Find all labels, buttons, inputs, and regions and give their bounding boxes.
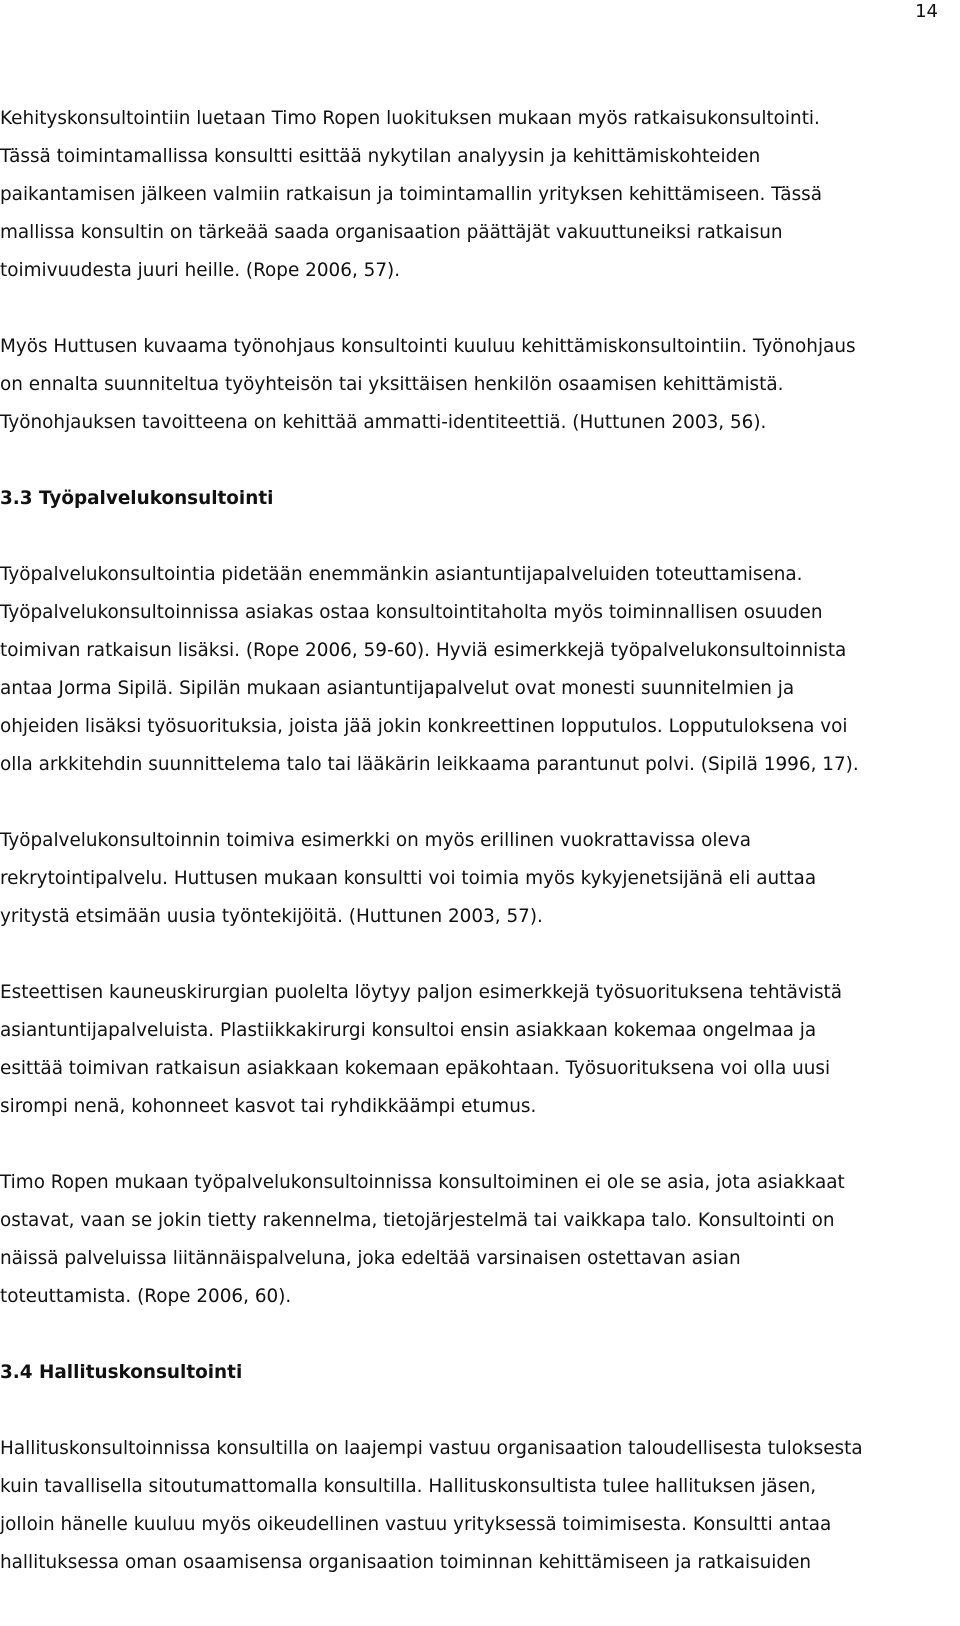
paragraph-gap [0,1316,945,1354]
paragraph-hallituskonsultointi: Hallituskonsultoinnissa konsultilla on laajempi vastuu organisaation taloudellisesta tuloksesta kuin tavallisella sitoutumattomalla konsultilla. Hallituskonsultista tulee hallituksen jäsen, jolloin hänelle kuuluu myös oikeudellinen vastuu yrityksessä toimimisesta. Konsultti antaa hallituksessa oman osaamisensa organisaation toiminnan kehittämiseen ja ratkaisuiden [0,1438,863,1573]
section-heading-3-4: 3.4 Hallituskonsultointi [0,1362,243,1383]
paragraph-gap [0,518,945,556]
paragraph-tyopalvelukonsultointi: Työpalvelukonsultointia pidetään enemmänkin asiantuntijapalveluiden toteuttamisena. Työpalvelukonsultoinnissa asiakas ostaa konsultointitaholta myös toiminnallisen osuuden toimivan ratkaisun lisäksi. (Rope 2006, 59-60). Hyviä esimerkkejä työpalvelukonsultoinnista antaa Jorma Sipilä. Sipilän mukaan asiantuntijapalvelut ovat monesti suunnitelmien ja ohjeiden lisäksi työsuorituksia, joista jää jokin konkreettinen lopputulos. Lopputuloksena voi olla arkkitehdin suunnittelema talo tai lääkärin leikkaama parantunut polvi. (Sipilä 1996, 17). [0,564,859,775]
paragraph-ratkaisukonsultointi: Kehityskonsultointiin luetaan Timo Ropen luokituksen mukaan myös ratkaisukonsultointi. Tässä toimintamallissa konsultti esittää nykytilan analyysin ja kehittämiskohteiden paikantamisen jälkeen valmiin ratkaisun ja toimintamallin yrityksen kehittämiseen. Tässä mallissa konsultin on tärkeää saada organisaation päättäjät vakuuttuneiksi ratkaisun toimivuudesta juuri heille. (Rope 2006, 57). [0,108,823,281]
paragraph-rekrytointipalvelu: Työpalvelukonsultoinnin toimiva esimerkki on myös erillinen vuokrattavissa oleva rekrytointipalvelu. Huttusen mukaan konsultti voi toimia myös kykyjenetsijänä eli auttaa yritystä etsimään uusia työntekijöitä. (Huttunen 2003, 57). [0,830,817,927]
paragraph-tyonohjaus: Myös Huttusen kuvaama työnohjaus konsultointi kuuluu kehittämiskonsultointiin. Työnohjaus on ennalta suunniteltua työyhteisön tai yksittäisen henkilön osaamisen kehittämistä. Työnohjauksen tavoitteena on kehittää ammatti-identiteettiä. (Huttunen 2003, 56). [0,336,856,433]
paragraph-kauneuskirurgia: Esteettisen kauneuskirurgian puolelta löytyy paljon esimerkkejä työsuorituksena tehtävistä asiantuntijapalveluista. Plastiikkakirurgi konsultoi ensin asiakkaan kokemaa ongelmaa ja esittää toimivan ratkaisun asiakkaan kokemaan epäkohtaan. Työsuorituksena voi olla uusi sirompi nenä, kohonneet kasvot tai ryhdikkäämpi etumus. [0,982,843,1117]
paragraph-gap [0,1392,945,1430]
document-body [0,100,945,1582]
paragraph-gap [0,1126,945,1164]
section-heading-3-3: 3.3 Työpalvelukonsultointi [0,488,274,509]
paragraph-gap [0,784,945,822]
paragraph-gap [0,442,945,480]
page-number: 14 [915,1,938,22]
paragraph-gap [0,936,945,974]
paragraph-rope-konsultointi: Timo Ropen mukaan työpalvelukonsultoinnissa konsultoiminen ei ole se asia, jota asiakkaat ostavat, vaan se jokin tietty rakennelma, tietojärjestelmä tai vaikkapa talo. Konsultointi on näissä palveluissa liitännäispalveluna, joka edeltää varsinaisen ostettavan asian toteuttamista. (Rope 2006, 60). [0,1172,845,1307]
paragraph-gap [0,290,945,328]
